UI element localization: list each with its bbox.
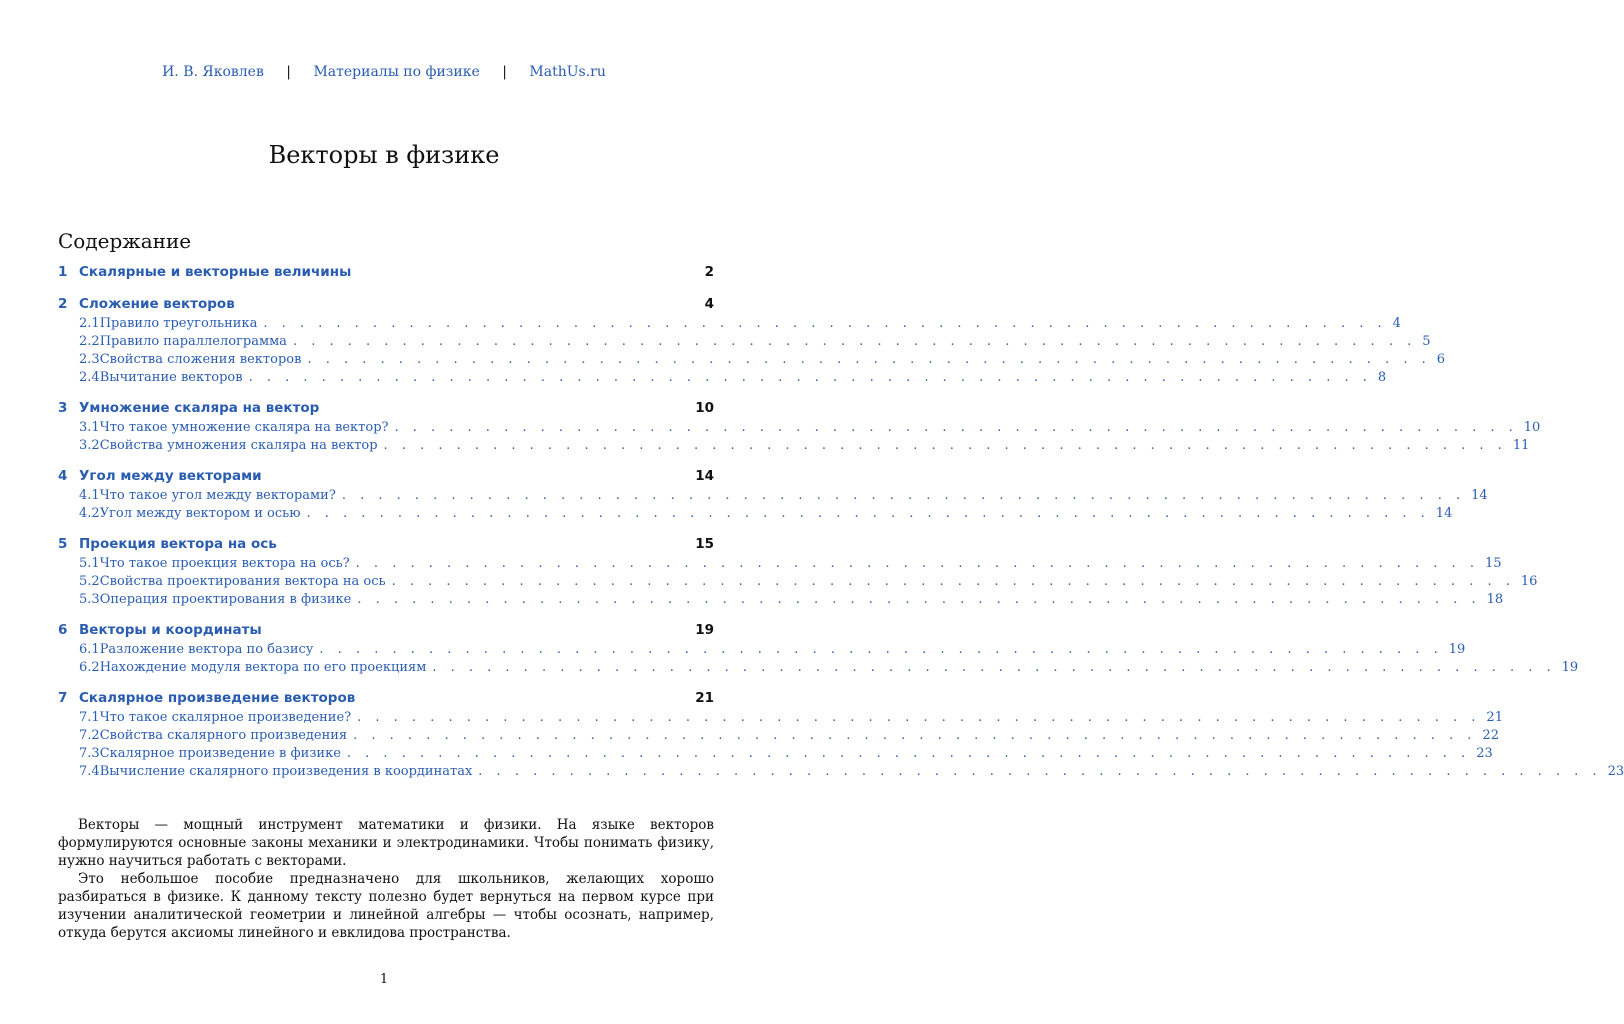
toc-leader-dots: . . . . . . . . . . . . . . . . . . . . . . . . . . . . . . . . . . . . . . . . . . . . . . . . . . . . . . . . . . . . . . bbox=[357, 592, 1481, 607]
toc-leader-dots: . . . . . . . . . . . . . . . . . . . . . . . . . . . . . . . . . . . . . . . . . . . . . . . . . . . . . . . . . . . . . . bbox=[383, 438, 1507, 453]
site-link[interactable]: MathUs.ru bbox=[529, 64, 606, 80]
toc-heading: Содержание bbox=[58, 229, 192, 253]
toc-leader-dots: . . . . . . . . . . . . . . . . . . . . . . . . . . . . . . . . . . . . . . . . . . . . . . . . . . . . . . . . . . . . . . bbox=[306, 506, 1430, 521]
toc-leader-dots: . . . . . . . . . . . . . . . . . . . . . . . . . . . . . . . . . . . . . . . . . . . . . . . . . . . . . . . . . . . . . . bbox=[353, 728, 1477, 743]
toc-subsection-row[interactable] bbox=[58, 438, 1530, 456]
toc-section-number[interactable]: 7 bbox=[58, 690, 68, 706]
toc-section-number[interactable]: 4 bbox=[58, 468, 68, 484]
toc-subsection-page[interactable]: 6 bbox=[1436, 352, 1445, 367]
toc-subsection-number[interactable]: 2.4 bbox=[79, 370, 100, 385]
toc-section-title[interactable]: Скалярное произведение векторов bbox=[79, 690, 356, 706]
toc-subsection-page[interactable]: 23 bbox=[1607, 764, 1624, 779]
toc-section-group bbox=[58, 296, 1445, 388]
toc-subsection-row[interactable] bbox=[58, 660, 1579, 678]
toc-leader-dots: . . . . . . . . . . . . . . . . . . . . . . . . . . . . . . . . . . . . . . . . . . . . . . . . . . . . . . . . . . . . . . bbox=[248, 370, 1372, 385]
toc-subsection-title[interactable]: Свойства скалярного произведения bbox=[99, 728, 348, 743]
toc-subsection-title[interactable]: Разложение вектора по базису bbox=[99, 642, 314, 657]
toc-section-group bbox=[58, 264, 714, 284]
toc-subsection-number[interactable]: 6.2 bbox=[79, 660, 100, 675]
toc-leader-dots: . . . . . . . . . . . . . . . . . . . . . . . . . . . . . . . . . . . . . . . . . . . . . . . . . . . . . . . . . . . . . . bbox=[319, 642, 1443, 657]
toc-subsection-row[interactable] bbox=[58, 316, 1401, 334]
toc-section-title[interactable]: Скалярные и векторные величины bbox=[79, 264, 352, 280]
toc-section-page[interactable]: 2 bbox=[704, 264, 714, 280]
toc-subsection-row[interactable] bbox=[58, 746, 1493, 764]
toc-section-group bbox=[58, 690, 1624, 782]
toc-subsection-page[interactable]: 14 bbox=[1471, 488, 1488, 503]
toc-section-title[interactable]: Векторы и координаты bbox=[79, 622, 262, 638]
toc-subsection-number[interactable]: 5.1 bbox=[79, 556, 100, 571]
toc-subsection-title[interactable]: Что такое умножение скаляра на вектор? bbox=[99, 420, 389, 435]
toc-subsection-title[interactable]: Нахождение модуля вектора по его проекциям bbox=[99, 660, 427, 675]
toc-subsection-row[interactable] bbox=[58, 352, 1445, 370]
toc-subsection-row[interactable] bbox=[58, 420, 1541, 438]
table-of-contents bbox=[58, 264, 1624, 794]
toc-subsection-title[interactable]: Правило треугольника bbox=[99, 316, 258, 331]
toc-section-title[interactable]: Угол между векторами bbox=[79, 468, 262, 484]
toc-subsection-row[interactable] bbox=[58, 334, 1431, 352]
toc-leader-dots: . . . . . . . . . . . . . . . . . . . . . . . . . . . . . . . . . . . . . . . . . . . . . . . . . . . . . . . . . . . . . . bbox=[263, 316, 1387, 331]
toc-subsection-number[interactable]: 6.1 bbox=[79, 642, 100, 657]
toc-subsection-number[interactable]: 7.3 bbox=[79, 746, 100, 761]
toc-section-page[interactable]: 14 bbox=[695, 468, 714, 484]
toc-subsection-title[interactable]: Свойства сложения векторов bbox=[99, 352, 302, 367]
toc-subsection-title[interactable]: Скалярное произведение в физике bbox=[99, 746, 341, 761]
toc-subsection-number[interactable]: 7.4 bbox=[79, 764, 100, 779]
toc-subsection-number[interactable]: 4.1 bbox=[79, 488, 100, 503]
document-title: Векторы в физике bbox=[268, 141, 500, 169]
toc-subsection-number[interactable]: 5.3 bbox=[79, 592, 100, 607]
toc-section-number[interactable]: 1 bbox=[58, 264, 68, 280]
intro-paragraph-1: Векторы — мощный инструмент математики и физики. На языке векторов формулируются основные законы механики и электродинамики. Чтобы понимать физику, нужно научиться работать с векторами. bbox=[58, 817, 714, 869]
toc-subsection-page[interactable]: 22 bbox=[1482, 728, 1499, 743]
header-separator-1: | bbox=[286, 64, 291, 80]
toc-subsection-page[interactable]: 19 bbox=[1561, 660, 1579, 675]
intro-text bbox=[58, 816, 714, 942]
toc-section-row[interactable] bbox=[58, 468, 714, 488]
page-header bbox=[0, 63, 768, 81]
toc-subsection-number[interactable]: 7.1 bbox=[79, 710, 100, 725]
toc-subsection-row[interactable] bbox=[58, 370, 1387, 388]
toc-subsection-title[interactable]: Свойства умножения скаляра на вектор bbox=[99, 438, 378, 453]
toc-subsection-number[interactable]: 2.3 bbox=[79, 352, 100, 367]
toc-subsection-title[interactable]: Что такое угол между векторами? bbox=[99, 488, 336, 503]
toc-subsection-page[interactable]: 18 bbox=[1486, 592, 1504, 607]
toc-subsection-title[interactable]: Свойства проектирования вектора на ось bbox=[99, 574, 386, 589]
toc-section-group bbox=[58, 622, 1579, 678]
toc-leader-dots: . . . . . . . . . . . . . . . . . . . . . . . . . . . . . . . . . . . . . . . . . . . . . . . . . . . . . . . . . . . . . . bbox=[394, 420, 1518, 435]
toc-subsection-row[interactable] bbox=[58, 556, 1502, 574]
toc-section-number[interactable]: 5 bbox=[58, 536, 68, 552]
toc-subsection-title[interactable]: Угол между вектором и осью bbox=[99, 506, 301, 521]
toc-subsection-title[interactable]: Что такое проекция вектора на ось? bbox=[99, 556, 350, 571]
toc-section-title[interactable]: Проекция вектора на ось bbox=[79, 536, 277, 552]
toc-subsection-title[interactable]: Вычитание векторов bbox=[99, 370, 243, 385]
toc-subsection-number[interactable]: 2.1 bbox=[79, 316, 100, 331]
toc-section-row[interactable] bbox=[58, 296, 714, 316]
toc-subsection-number[interactable]: 3.1 bbox=[79, 420, 100, 435]
toc-subsection-number[interactable]: 7.2 bbox=[79, 728, 100, 743]
toc-subsection-row[interactable] bbox=[58, 592, 1504, 610]
toc-subsection-row[interactable] bbox=[58, 642, 1466, 660]
toc-subsection-row[interactable] bbox=[58, 710, 1503, 728]
toc-subsection-title[interactable]: Операция проектирования в физике bbox=[99, 592, 352, 607]
toc-subsection-title[interactable]: Вычисление скалярного произведения в координатах bbox=[99, 764, 473, 779]
toc-section-page[interactable]: 21 bbox=[695, 690, 714, 706]
toc-subsection-page[interactable]: 16 bbox=[1520, 574, 1538, 589]
toc-leader-dots: . . . . . . . . . . . . . . . . . . . . . . . . . . . . . . . . . . . . . . . . . . . . . . . . . . . . . . . . . . . . . . bbox=[478, 764, 1602, 779]
toc-subsection-title[interactable]: Что такое скалярное произведение? bbox=[99, 710, 352, 725]
toc-subsection-number[interactable]: 5.2 bbox=[79, 574, 100, 589]
toc-subsection-page[interactable]: 11 bbox=[1512, 438, 1530, 453]
toc-leader-dots: . . . . . . . . . . . . . . . . . . . . . . . . . . . . . . . . . . . . . . . . . . . . . . . . . . . . . . . . . . . . . . bbox=[432, 660, 1556, 675]
toc-subsection-page[interactable]: 23 bbox=[1476, 746, 1493, 761]
toc-section-row[interactable] bbox=[58, 536, 714, 556]
toc-subsection-page[interactable]: 10 bbox=[1523, 420, 1541, 435]
toc-section-group bbox=[58, 536, 1538, 610]
toc-section-number[interactable]: 6 bbox=[58, 622, 68, 638]
toc-section-row[interactable] bbox=[58, 622, 714, 642]
toc-leader-dots: . . . . . . . . . . . . . . . . . . . . . . . . . . . . . . . . . . . . . . . . . . . . . . . . . . . . . . . . . . . . . . bbox=[341, 488, 1466, 503]
toc-subsection-page[interactable]: 14 bbox=[1435, 506, 1453, 521]
intro-paragraph-2: Это небольшое пособие предназначено для школьников, желающих хорошо разбираться в физике. К данному тексту полезно будет вернуться на первом курсе при изучении аналитической геометрии и линейной алгебры — чтобы осознать, например, откуда берутся аксиомы линейного и евклидова пространства. bbox=[58, 871, 714, 941]
toc-leader-dots: . . . . . . . . . . . . . . . . . . . . . . . . . . . . . . . . . . . . . . . . . . . . . . . . . . . . . . . . . . . . . . bbox=[292, 334, 1417, 349]
toc-section-title[interactable]: Умножение скаляра на вектор bbox=[79, 400, 320, 416]
toc-section-number[interactable]: 3 bbox=[58, 400, 68, 416]
toc-subsection-row[interactable] bbox=[58, 728, 1499, 746]
toc-subsection-page[interactable]: 21 bbox=[1486, 710, 1503, 725]
toc-subsection-page[interactable]: 15 bbox=[1484, 556, 1502, 571]
toc-section-page[interactable]: 15 bbox=[695, 536, 714, 552]
toc-section-row[interactable] bbox=[58, 690, 714, 710]
toc-subsection-row[interactable] bbox=[58, 574, 1538, 592]
toc-section-row[interactable] bbox=[58, 400, 714, 420]
toc-subsection-number[interactable]: 2.2 bbox=[79, 334, 100, 349]
toc-subsection-page[interactable]: 19 bbox=[1448, 642, 1466, 657]
toc-leader-dots: . . . . . . . . . . . . . . . . . . . . . . . . . . . . . . . . . . . . . . . . . . . . . . . . . . . . . . . . . . . . . . bbox=[307, 352, 1431, 367]
author-link[interactable]: И. В. Яковлев bbox=[162, 64, 264, 80]
toc-section-group bbox=[58, 468, 1488, 524]
toc-subsection-row[interactable] bbox=[58, 506, 1453, 524]
toc-section-row[interactable] bbox=[58, 264, 714, 284]
toc-subsection-row[interactable] bbox=[58, 764, 1624, 782]
toc-subsection-number[interactable]: 4.2 bbox=[79, 506, 100, 521]
toc-leader-dots: . . . . . . . . . . . . . . . . . . . . . . . . . . . . . . . . . . . . . . . . . . . . . . . . . . . . . . . . . . . . . . bbox=[346, 746, 1471, 761]
toc-leader-dots: . . . . . . . . . . . . . . . . . . . . . . . . . . . . . . . . . . . . . . . . . . . . . . . . . . . . . . . . . . . . . . bbox=[391, 574, 1515, 589]
header-separator-2: | bbox=[502, 64, 507, 80]
toc-section-number[interactable]: 2 bbox=[58, 296, 68, 312]
toc-leader-dots: . . . . . . . . . . . . . . . . . . . . . . . . . . . . . . . . . . . . . . . . . . . . . . . . . . . . . . . . . . . . . . bbox=[357, 710, 1481, 725]
toc-subsection-page[interactable]: 8 bbox=[1377, 370, 1387, 385]
toc-section-page[interactable]: 19 bbox=[695, 622, 714, 638]
materials-link[interactable]: Материалы по физике bbox=[313, 64, 480, 80]
toc-subsection-number[interactable]: 3.2 bbox=[79, 438, 100, 453]
toc-subsection-row[interactable] bbox=[58, 488, 1488, 506]
toc-section-group bbox=[58, 400, 1541, 456]
toc-section-title[interactable]: Сложение векторов bbox=[79, 296, 235, 312]
toc-subsection-title[interactable]: Правило параллелограмма bbox=[99, 334, 287, 349]
toc-leader-dots: . . . . . . . . . . . . . . . . . . . . . . . . . . . . . . . . . . . . . . . . . . . . . . . . . . . . . . . . . . . . . . bbox=[355, 556, 1479, 571]
toc-subsection-page[interactable]: 4 bbox=[1392, 316, 1401, 331]
page-number: 1 bbox=[379, 972, 389, 987]
toc-section-page[interactable]: 4 bbox=[704, 296, 714, 312]
toc-subsection-page[interactable]: 5 bbox=[1422, 334, 1431, 349]
toc-section-page[interactable]: 10 bbox=[695, 400, 714, 416]
